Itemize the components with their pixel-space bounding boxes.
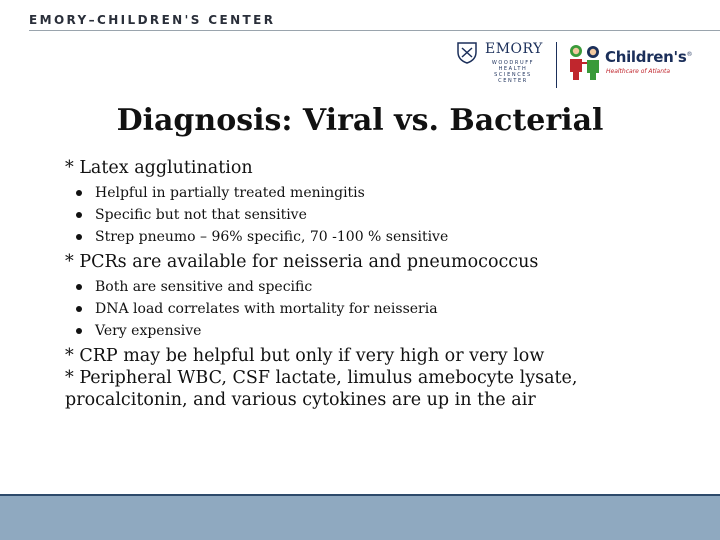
emory-sub-line: WOODRUFF [491,60,535,66]
sub-bullet-text: Very expensive [95,323,202,339]
sub-bullet-text: Helpful in partially treated meningitis [95,185,365,201]
sub-bullet-list [75,182,705,248]
bullet-dot-icon [76,328,82,334]
emory-wordmark: EMORY [485,41,543,57]
childrens-subtext: Healthcare of Atlanta [606,68,671,75]
emory-sub-line: CENTER [498,78,528,84]
logo-divider [556,42,557,88]
sub-bullet-item [75,298,705,320]
children-figures-icon [565,42,605,82]
sub-bullet-item [75,226,705,248]
sub-bullet-item [75,182,705,204]
sub-bullet-text: Both are sensitive and specific [95,279,313,295]
bullet-point: * PCRs are available for neisseria and pneumococcus [65,252,539,272]
bullet-point: * CRP may be helpful but only if very high or very low [65,346,545,366]
emory-sub-line: HEALTH [498,66,528,72]
emory-subtext [485,60,541,84]
sub-bullet-item [75,276,705,298]
emory-logo [455,40,555,92]
childrens-word: Children's [605,48,687,66]
sub-bullet-text: DNA load correlates with mortality for neisseria [95,301,438,317]
sub-bullet-text: Specific but not that sensitive [95,207,307,223]
sub-bullet-item [75,204,705,226]
bullet-point: * Latex agglutination [65,158,253,178]
footer-band [0,496,720,540]
emory-sub-line: SCIENCES [494,72,532,78]
bullet-dot-icon [76,212,82,218]
sub-bullet-list [75,276,705,342]
header-divider [29,30,720,31]
childrens-wordmark [605,48,692,66]
bullet-dot-icon [76,190,82,196]
sub-bullet-text: Strep pneumo – 96% specific, 70 -100 % sensitive [95,229,449,245]
header-org-text: EMORY–CHILDREN'S CENTER [29,13,276,27]
emory-shield-icon [457,42,477,64]
bullet-dot-icon [76,306,82,312]
bullet-dot-icon [76,234,82,240]
registered-mark: ® [686,51,693,58]
slide-title: Diagnosis: Viral vs. Bacterial [116,103,604,138]
childrens-logo [565,42,695,86]
bullet-point: * Peripheral WBC, CSF lactate, limulus amebocyte lysate, procalcitonin, and various cytokines are up in the air [65,368,578,410]
slide-content [65,157,705,411]
sub-bullet-item [75,320,705,342]
bullet-dot-icon [76,284,82,290]
